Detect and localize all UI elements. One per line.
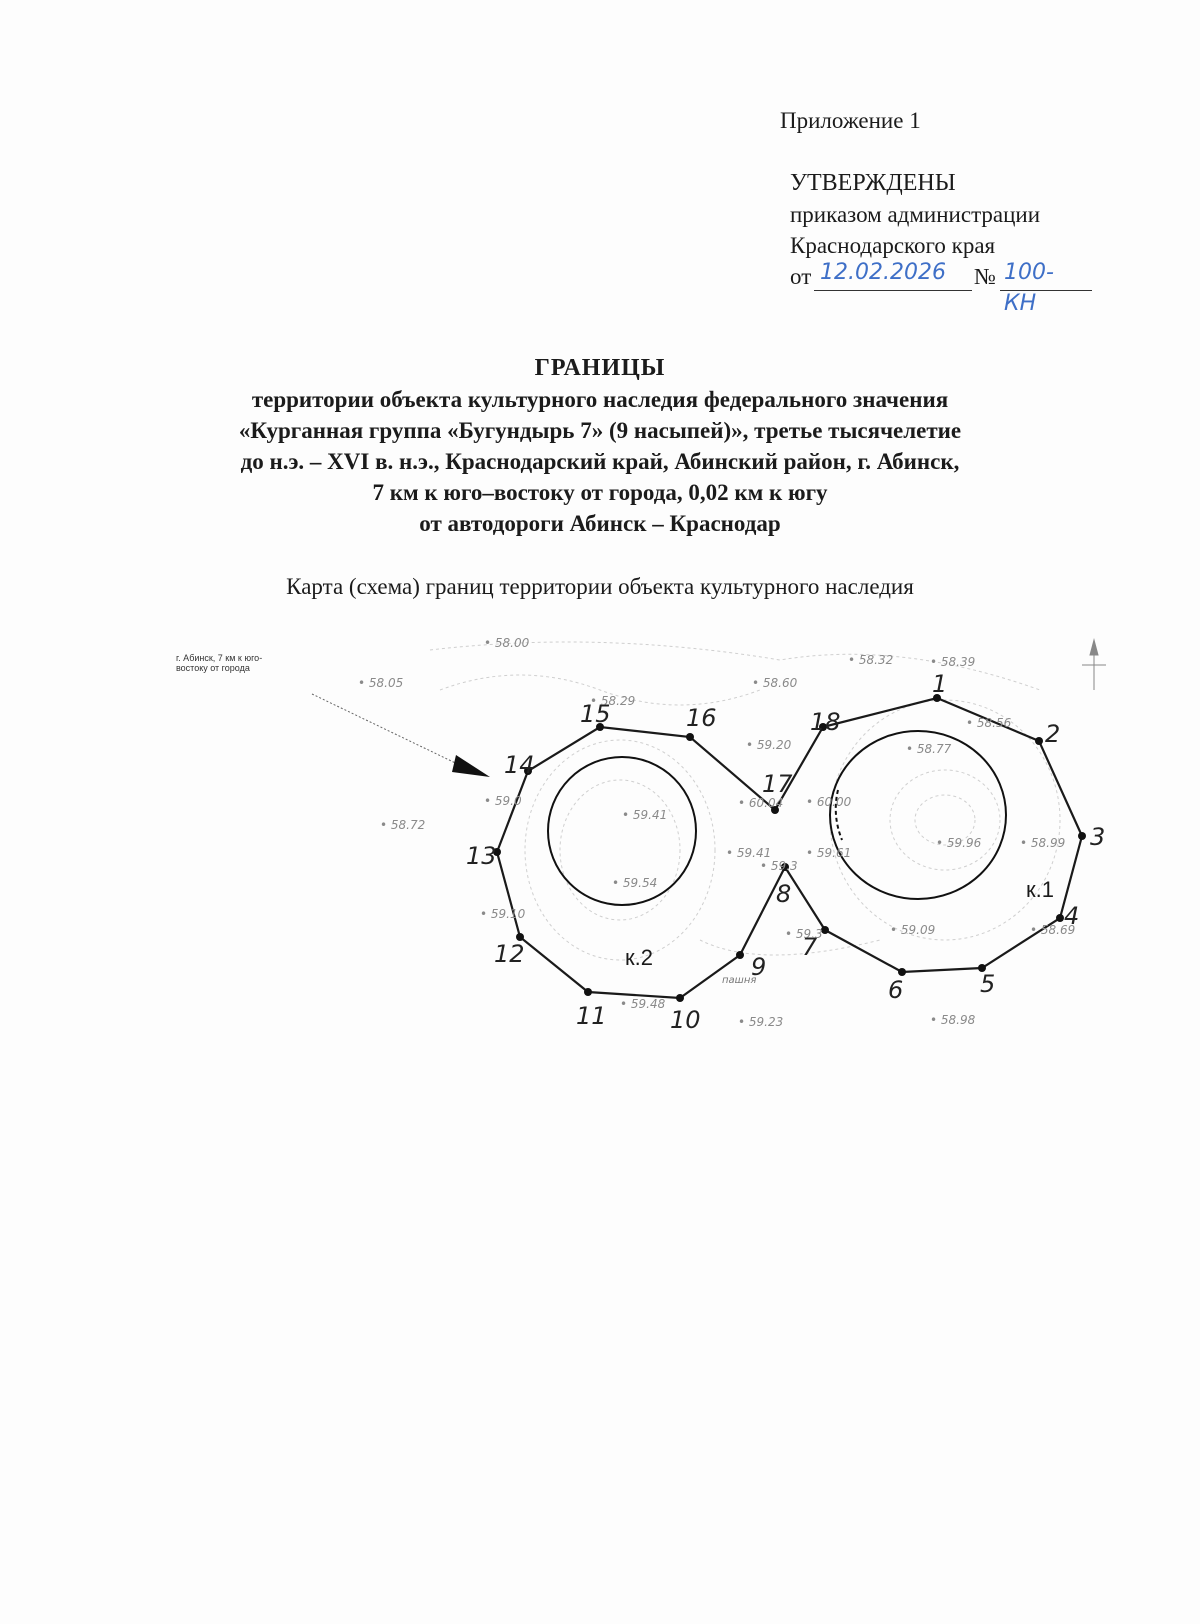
point-label-1: 1 [932,670,948,698]
elevation: • 60.04 [738,796,784,810]
point-label-4: 4 [1064,902,1080,930]
elevation: • 59.61 [806,846,852,860]
north-arrow-icon [1082,640,1106,690]
map-caption: Карта (схема) границ территории объекта культурного наследия [286,574,914,599]
elevation: • 58.29 [590,694,636,708]
elevation: • 58.00 [484,636,530,650]
elevation: • 59.96 [936,836,982,850]
appendix-label: Приложение 1 [780,108,921,133]
elevation: • 58.72 [380,818,426,832]
point-label-15: 15 [580,700,611,728]
elevation: • 58.60 [752,676,798,690]
point-label-6: 6 [888,976,904,1004]
elevation-marks [358,636,1075,1029]
boundary-map [160,620,1120,1030]
handwritten-date: 12.02.2026 [820,260,946,285]
point-label-13: 13 [466,842,497,870]
point-label-9: 9 [751,953,767,981]
point-label-18: 18 [810,708,841,736]
elevation: • 60.00 [806,795,852,809]
elevation: • 59.10 [480,907,526,921]
point-label-17: 17 [762,770,793,798]
date-prefix: от [790,264,812,289]
elevation: • 58.32 [848,653,894,667]
approved-heading: УТВЕРЖДЕНЫ [790,170,956,196]
mound-k1-label: к.1 [1026,877,1054,902]
elevation: • 58.99 [1020,836,1066,850]
title-line-4: 7 км к юго–востоку от города, 0,02 км к югу [372,480,828,505]
point-label-12: 12 [494,940,525,968]
document-title [0,352,1200,539]
direction-arrow [312,694,490,777]
handwritten-number: 100-КН [1004,260,1054,316]
elevation: • 59.41 [622,808,668,822]
elevation: • 59.20 [746,738,792,752]
elevation: • 59.3 [760,859,798,873]
point-label-10: 10 [670,1006,701,1030]
title-line-1: территории объекта культурного наследия федерального значения [251,387,949,412]
elevation: • 58.98 [930,1013,976,1027]
title-heading: ГРАНИЦЫ [534,355,666,381]
arable-label: пашня [722,975,757,986]
approval-date-number [790,260,1054,316]
approved-region-line: Краснодарского края [790,233,996,258]
title-line-3: до н.э. – XVI в. н.э., Краснодарский край, Абинский район, г. Абинск, [240,449,960,474]
mound-k1-outline [830,731,1006,899]
mound-k2-label: к.2 [625,945,653,970]
date-underline [814,290,972,291]
elevation: • 59.23 [738,1015,784,1029]
elevation: • 59.41 [726,846,772,860]
point-label-14: 14 [504,751,535,779]
elevation: • 59.54 [612,876,658,890]
title-line-5: от автодороги Абинск – Краснодар [419,511,781,536]
approval-block [790,168,1054,316]
point-label-3: 3 [1090,823,1106,851]
point-label-16: 16 [686,704,717,732]
elevation: • 58.77 [906,742,952,756]
elevation: • 59.3 [785,927,823,941]
elevation: • 59.09 [890,923,936,937]
point-label-8: 8 [776,880,792,908]
elevation: • 58.69 [1030,923,1076,937]
title-line-2: «Курганная группа «Бугундырь 7» (9 насыпей)», третье тысячелетие [238,418,962,443]
elevation: • 58.56 [966,716,1012,730]
approved-by-line: приказом администрации [790,202,1041,227]
point-label-7: 7 [802,933,818,961]
elevation: • 58.39 [930,655,976,669]
elevation: • 59.0 [484,794,522,808]
location-note: г. Абинск, 7 км к юго-востоку от города [176,653,263,673]
point-label-5: 5 [980,970,996,998]
point-label-11: 11 [576,1002,607,1030]
number-sign: № [974,264,996,289]
elevation: • 59.48 [620,997,666,1011]
point-label-2: 2 [1045,720,1061,748]
elevation: • 58.05 [358,676,404,690]
